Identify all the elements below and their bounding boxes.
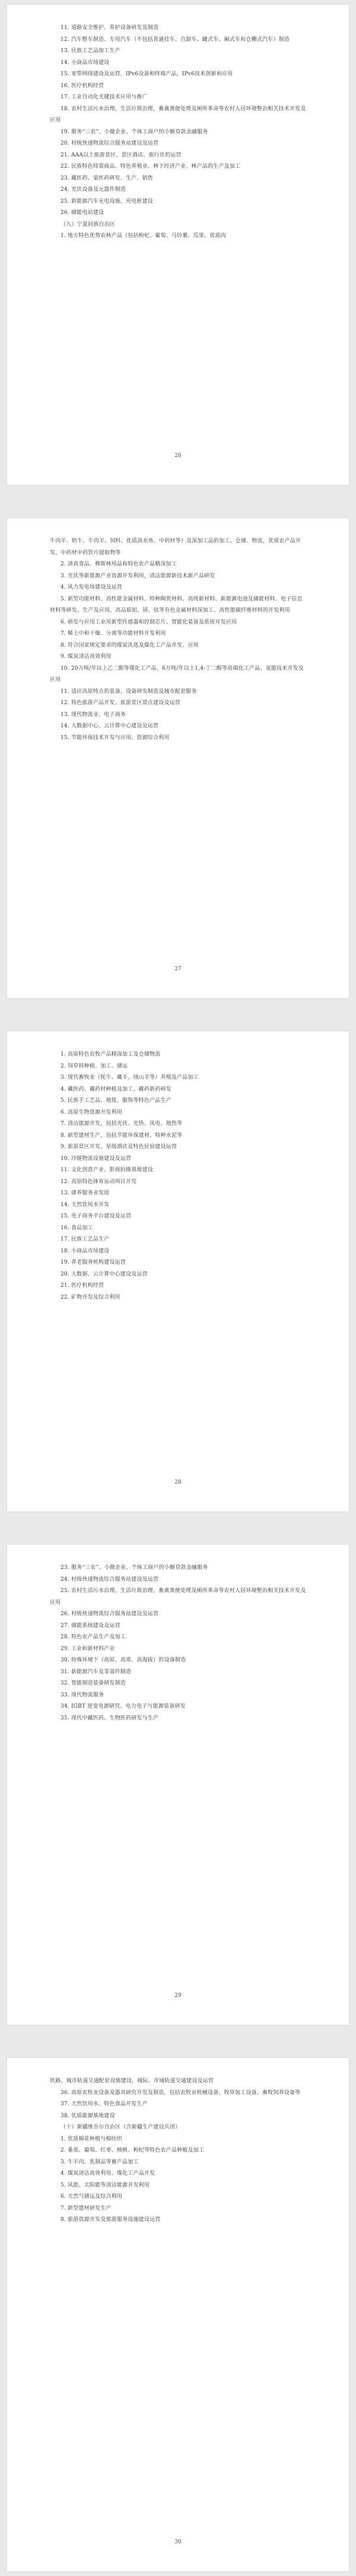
document-page-2 xyxy=(7,518,349,998)
list-item: 20. 村级快递物流综合服务站建设及运营 xyxy=(61,140,159,146)
page-content xyxy=(50,1562,306,1724)
list-item: 18. 农村生活污水治理，生活垃圾治理，畜禽粪便处理及厕所革命等农村人居环境整治相关技术开发及应用 xyxy=(50,106,306,123)
list-item: 7. 清洁能源开发，包括光伏、光热、风电、地热等 xyxy=(61,1121,183,1127)
list-item: 3. 牛羊肉、乳制品等畜产品加工 xyxy=(61,2159,139,2165)
section-heading: （十）新疆维吾尔自治区（含新疆生产建设兵团） xyxy=(61,2124,181,2130)
list-item: 17. 民族工艺品生产 xyxy=(61,1236,110,1242)
list-item: 27. 储能系统建设及运营 xyxy=(61,1622,120,1629)
list-item: 21. AAA以上旅游景区、景区酒店、旅行社的运营 xyxy=(61,152,182,158)
list-item: 9. 煤炭清洁高效利用 xyxy=(61,654,112,660)
list-item: 34. IGBT 逆变电源研究、电力电子与能源装备研发 xyxy=(61,1704,186,1709)
list-item: 2. 清真食品、穆斯林用品和特色农产品精深加工 xyxy=(61,561,177,567)
list-item: 4. 煤炭清洁高效利用、煤化工产品开发 xyxy=(61,2171,155,2177)
page-content xyxy=(50,23,306,242)
list-item: 33. 现代物流服务 xyxy=(61,1692,104,1698)
list-item: 25. 新能源汽车充电设施、充电桩建设 xyxy=(61,198,153,204)
list-item: 12. 特色旅游产品开发、旅游景区景点建设及运营 xyxy=(61,700,180,706)
list-item: 19. 养老服务机构建设运营 xyxy=(61,1260,126,1265)
list-item: 8. 新型建材生产，包括节能环保建材、特种水泥等 xyxy=(61,1132,183,1139)
section-heading: （九）宁夏回族自治区 xyxy=(61,221,116,228)
list-item: 21. 医疗机构经营 xyxy=(61,1283,104,1289)
list-item: 22. 矿物开发及综合利用 xyxy=(61,1294,120,1300)
list-item: 15. 电子商务平台建设及运营 xyxy=(61,1213,132,1219)
list-item: 13. 康养服务业发展 xyxy=(61,1190,110,1196)
list-item: 7. 新型建材研发生产 xyxy=(61,2205,112,2211)
list-item: 5. 新型功能材料、高性能金属材料、特种陶瓷材料、高纯新材料、新能源电池及储能材料、电子信息材料等研发、生产及应用，高品质铝、镁、钛等有色金属材料深加工、高性能碳纤维材料的开发利用 xyxy=(50,596,303,613)
list-item: 6. 高原生物资源开发利用 xyxy=(61,1109,123,1116)
list-item: 25. 农村生活污水治理，生活垃圾治理，畜禽粪便处理及厕所革命等农村人居环境整治相关技术开发及应用 xyxy=(50,1588,306,1606)
list-item: 10. 冷链物流设施建设及运营 xyxy=(61,1155,132,1162)
list-item: 11. 文化创意产业、影视拍摄基地建设 xyxy=(61,1167,153,1173)
page-number: 28 xyxy=(174,1479,182,1485)
document-page-4 xyxy=(7,1545,349,2025)
list-item: 8. 符合国家规定要求的煤炭洗选及煤化工产品开发、应用 xyxy=(61,642,199,648)
list-item: 30. 特殊环境下（高原、高寒、高海拔）的设备制造 xyxy=(61,1657,186,1663)
list-item: 铁路、城市轨道交通配套设施建设，城际、市域轨道交通建设及运营 xyxy=(50,2078,214,2084)
page-content xyxy=(50,2076,306,2226)
list-item: 12. 高原特色体育运动项目开发 xyxy=(61,1178,137,1185)
list-item: 15. 节能环保技术开发与应用、资源综合利用 xyxy=(61,734,170,741)
list-item: 16. 医疗机构经营 xyxy=(61,82,104,89)
list-item: 13. 现代物流业、电子商务 xyxy=(61,711,126,718)
list-item: 5. 风能、太阳能等清洁能源开发利用 xyxy=(61,2182,150,2188)
list-item: 26. 储能电站建设 xyxy=(61,210,104,216)
list-item: 11. 道路安全维护、养护设备研发及制造 xyxy=(61,25,159,31)
list-item: 19. 服务“三农”、小微企业、个体工商户的小额贷款金融服务 xyxy=(61,129,208,135)
list-item: 10. 20万吨/年以上乙二醇等煤化工产品、6万吨/年以上1,4-丁二醇等高端化工产品、氢能技术开发及应用 xyxy=(50,665,304,683)
list-item: 24. 光伏设备及元器件制造 xyxy=(61,187,126,193)
list-item: 12. 汽车整车制造、专用汽车（不包括普通挂车、自卸车、罐式车、厢式车和仓栅式汽车）制造 xyxy=(61,36,290,43)
list-item: 3. 现代畜牧业（牦牛、藏羊、绒山羊等）养殖及产品加工 xyxy=(61,1075,199,1081)
list-item: 1. 优质棉花种植与棉纺织 xyxy=(61,2136,123,2142)
list-item: 23. 藏医药、蒙医药研发、生产、销售 xyxy=(61,175,153,181)
list-item: 31. 新能源汽车及零部件制造 xyxy=(61,1669,132,1675)
list-item: 36. 高原农牧业设备及器具研究开发及制造，包括农牧业机械设备、牧草加工设备、畜牧饲养设备等 xyxy=(61,2089,301,2096)
list-item: 23. 服务“三农”、小微企业、个体工商户的小额贷款金融服务 xyxy=(61,1565,208,1571)
list-item: 3. 光伏等新能源产业资源开发利用，清洁能源新技术新产品研发 xyxy=(61,573,215,579)
page-content xyxy=(50,1049,306,1303)
list-item: 14. 小商品市场建设 xyxy=(61,59,110,66)
document-page-5 xyxy=(7,2058,349,2571)
list-item: 11. 适应高原特点的装备、设备研发制造及城市配套服务 xyxy=(61,688,197,695)
list-item: 24. 村级快递物流综合服务站建设及运营 xyxy=(61,1576,159,1583)
list-item: 18. 小商品市场建设 xyxy=(61,1248,110,1254)
list-item: 5. 民族手工艺品、地毯、服饰等特色产品生产 xyxy=(61,1098,171,1104)
list-item: 6. 天然气储运及综合利用 xyxy=(61,2194,123,2200)
list-item: 2. 饲草料种植、加工、储运 xyxy=(61,1063,128,1069)
page-content xyxy=(50,536,306,744)
page-number: 27 xyxy=(174,966,182,972)
list-item: 16. 食品加工 xyxy=(61,1225,93,1231)
list-item: 14. 天然饮用水开发 xyxy=(61,1201,110,1208)
document-page-3 xyxy=(7,1031,349,1511)
list-item: 1. 地方特色优势农林产品（包括枸杞、葡萄、马铃薯、瓜果、优质肉 xyxy=(61,233,226,239)
document-page-1 xyxy=(7,5,349,485)
list-item: 8. 旅游资源开发及旅游服务设施建设运营 xyxy=(61,2217,161,2223)
list-item: 38. 优质能源基地建设 xyxy=(61,2112,115,2119)
list-item: 22. 民族特色特需商品、特色养殖业、林下经济产业、林产品的生产及加工 xyxy=(61,164,241,170)
page-number: 26 xyxy=(174,453,182,459)
list-item: 37. 天然饮用水、特色食品开发生产 xyxy=(61,2101,148,2107)
list-item: 32. 智能制造装备研发制造 xyxy=(61,1680,126,1686)
list-item: 9. 旅游景区开发、星级酒店及特色民宿建设运营 xyxy=(61,1144,177,1150)
list-item: 26. 村级快递物流综合服务站建设及运营 xyxy=(61,1611,159,1617)
list-item: 2. 番茄、葡萄、红枣、核桃、枸杞等特色农产品种植及加工 xyxy=(61,2147,205,2153)
list-item: 13. 民族工艺品加工生产 xyxy=(61,48,120,54)
list-item: 6. 研发与应用工业用新型传感器和控制芯片、智能化装备及系统开发应用 xyxy=(61,619,237,625)
list-item: 35. 现代中藏医药、生物医药研发与生产 xyxy=(61,1715,159,1721)
list-item: 15. 宽带网络建设及运营，IPv6设备和终端产品，IPv6技术创新和应用 xyxy=(61,71,233,77)
list-item: 7. 稀土中和干燥、分离等功能材料开发利用 xyxy=(61,631,166,637)
list-item: 1. 高原特色农牧产品精深加工及仓储物流 xyxy=(61,1052,161,1057)
list-item: 4. 风力发电场建设及运营 xyxy=(61,584,123,590)
list-item: 28. 特色农产品生产及加工 xyxy=(61,1634,126,1640)
page-number: 29 xyxy=(174,1993,182,1999)
list-item: 14. 大数据中心、云计算中心建设及运营 xyxy=(61,723,159,729)
list-item: 牛肉羊、奶牛、牛肉羊、饲料、优质淡水鱼、中药材等）及深加工品的加工、仓储、物流，优质农产品开发、中药材中药饮片提取物等 xyxy=(50,538,301,556)
page-number: 30 xyxy=(174,2539,182,2545)
list-item: 17. 工业自动化关键技术应用与推广 xyxy=(61,94,148,100)
list-item: 29. 工业和新材料产业 xyxy=(61,1645,115,1652)
list-item: 20. 大数据、云计算中心建设及运营 xyxy=(61,1271,148,1277)
list-item: 4. 藏医药、藏药材种植及加工、藏药新药研发 xyxy=(61,1086,171,1092)
